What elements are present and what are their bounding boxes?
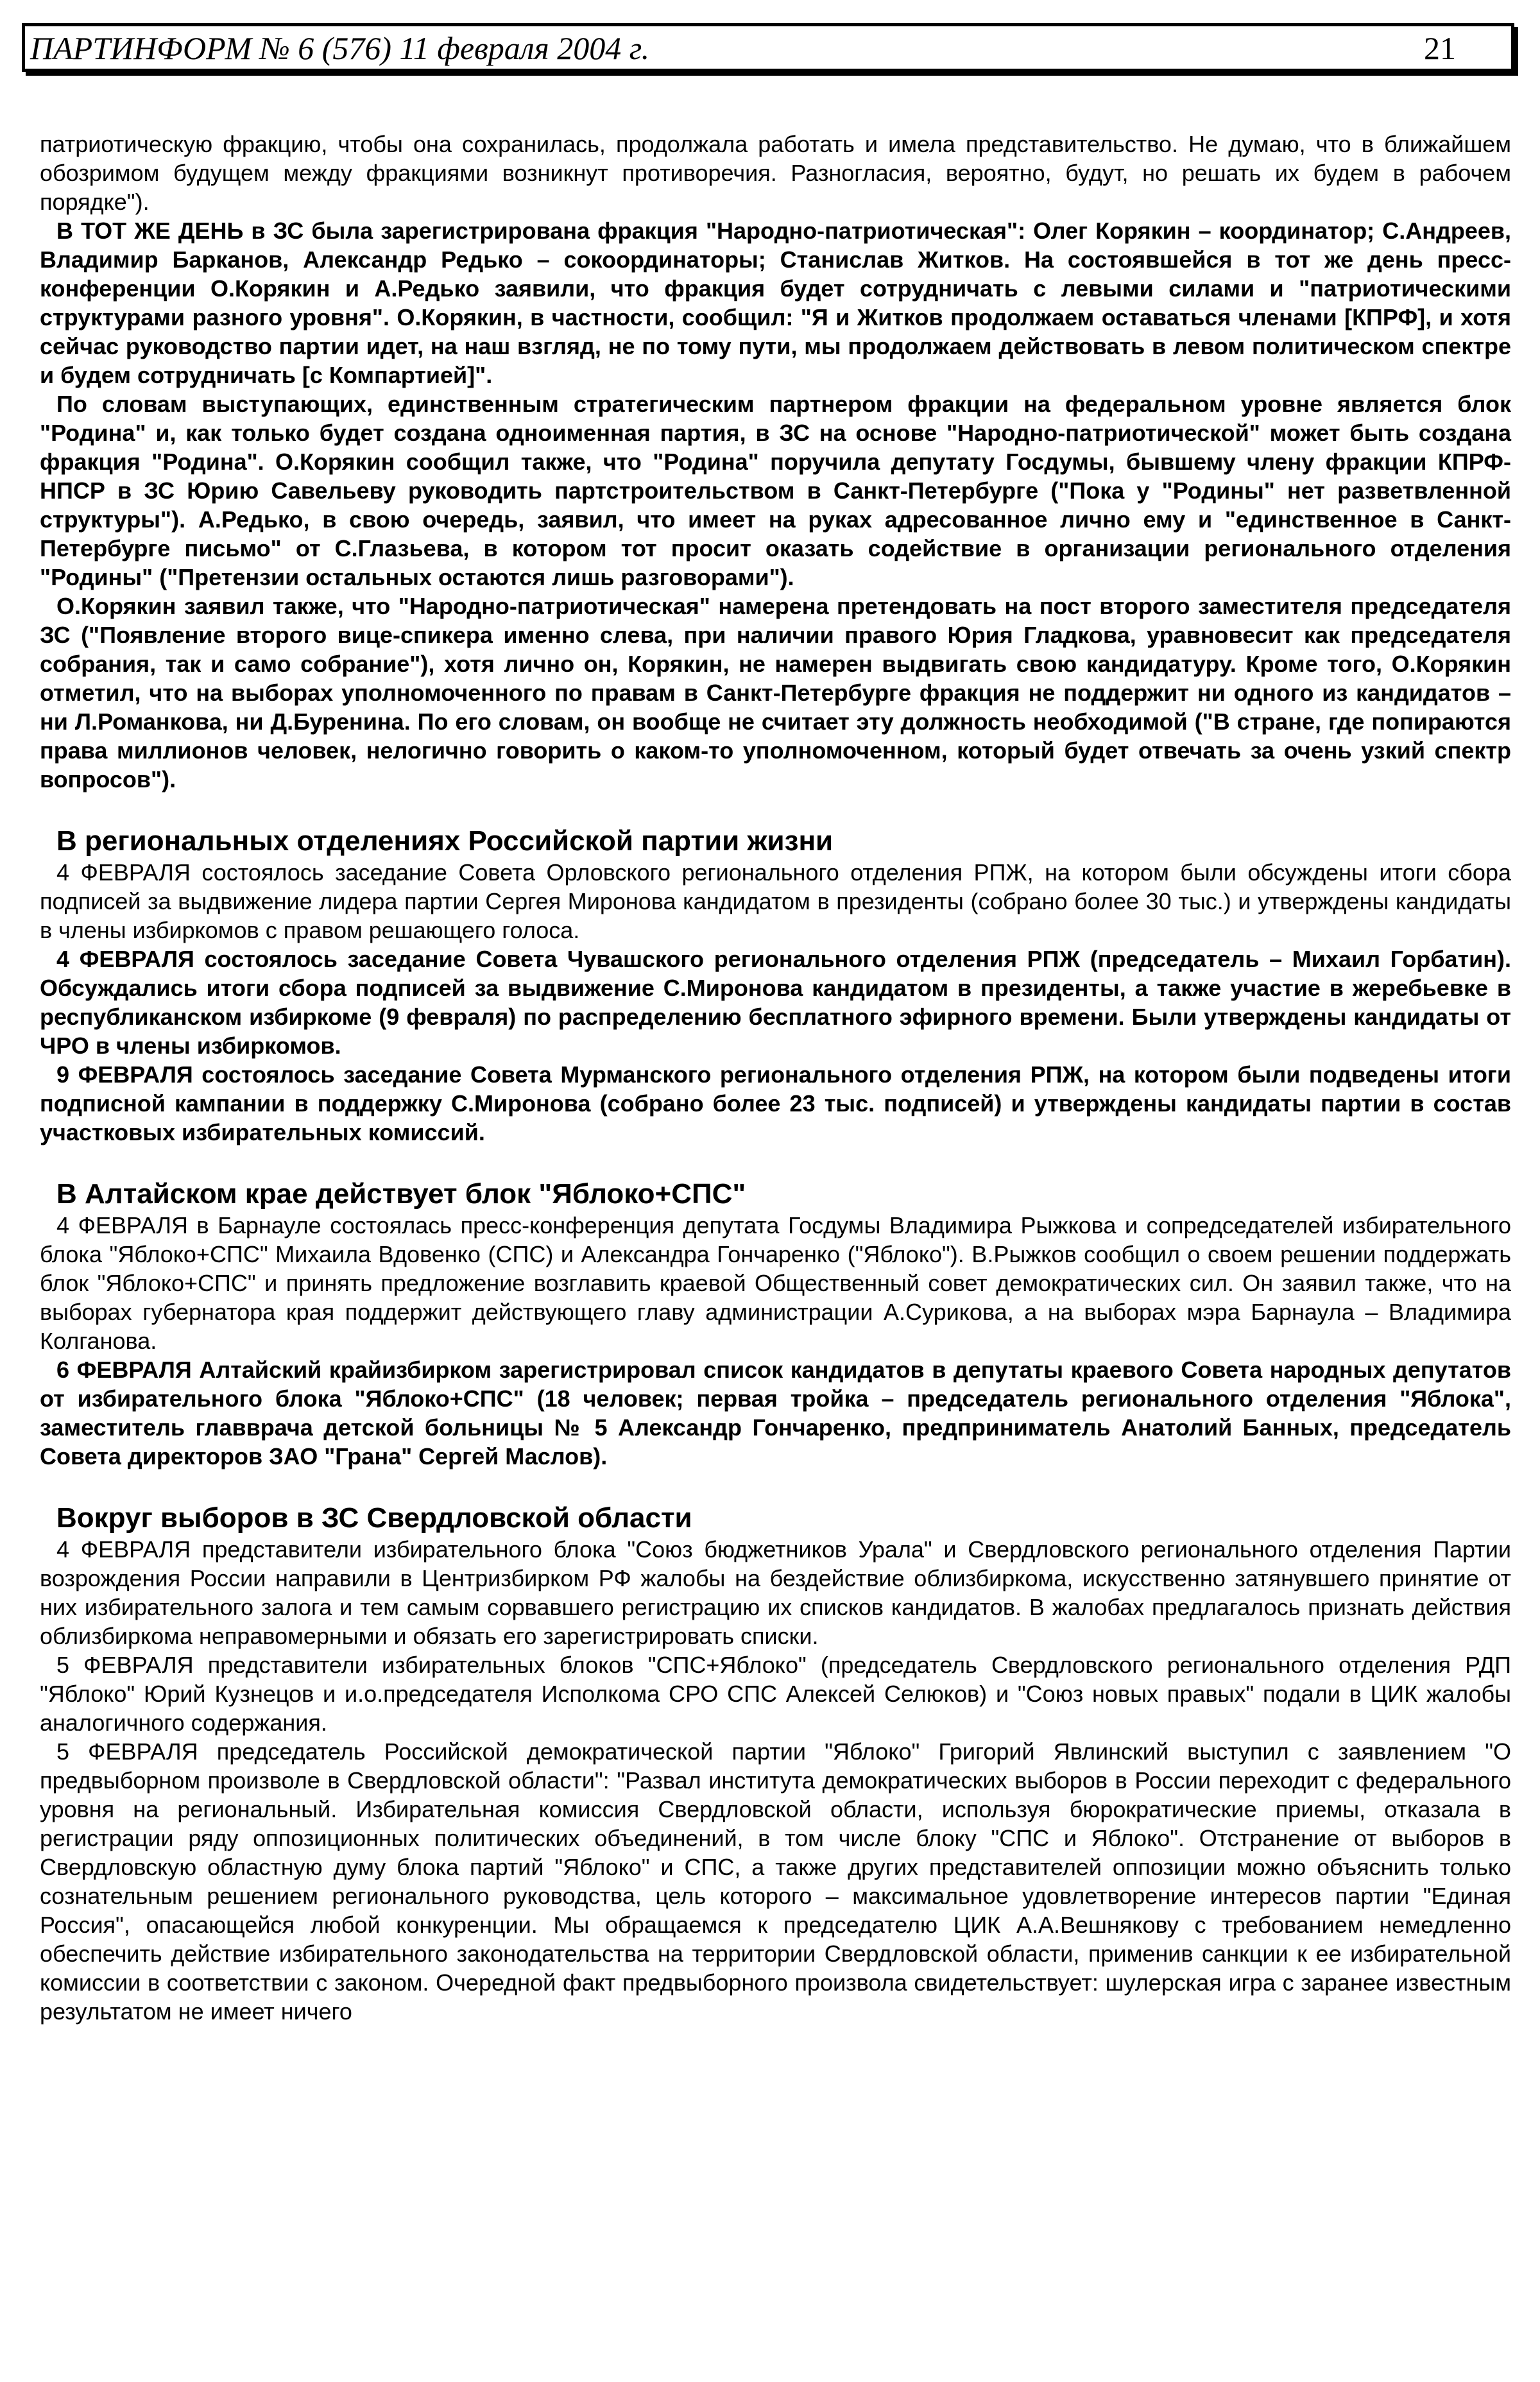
paragraph: 6 ФЕВРАЛЯ Алтайский крайизбирком зарегистрировал список кандидатов в депутаты краевого Совета народных депутатов от избирательного блока "Яблоко+СПС" (18 человек; первая тройка – председатель регионального отделения "Яблока", заместитель главврача детской больницы № 5 Александр Гончаренко, предприниматель Анатолий Банных, председатель Совета директоров ЗАО "Грана" Сергей Маслов). [40,1357,1511,1469]
section-sverdlovsk [40,1502,1511,2026]
section-heading: В Алтайском крае действует блок "Яблоко+СПС" [56,1178,746,1210]
section-heading: Вокруг выборов в ЗС Свердловской области [56,1502,692,1534]
paragraph: По словам выступающих, единственным стратегическим партнером фракции на федеральном уровне является блок "Родина" и, как только будет создана одноименная партия, в ЗС на основе "Народно-патриотической" может быть создана фракция "Родина". О.Корякин сообщил также, что "Родина" поручила депутату Госдумы, бывшему члену фракции КПРФ-НПСР в ЗС Юрию Савельеву руководить партстроительством в Санкт-Петербурге ("Пока у "Родины" нет разветвленной структуры"). А.Редько, в свою очередь, заявил, что имеет на руках адресованное лично ему и "единственное в Санкт-Петербурге письмо" от С.Глазьева, в котором тот просит оказать содействие в организации регионального отделения "Родины" ("Претензии остальных остаются лишь разговорами"). [40,391,1511,590]
paragraph: 4 ФЕВРАЛЯ в Барнауле состоялась пресс-конференция депутата Госдумы Владимира Рыжкова и сопредседателей избирательного блока "Яблоко+СПС" Михаила Вдовенко (СПС) и Александра Гончаренко ("Яблоко"). В.Рыжков сообщил о своем решении поддержать блок "Яблоко+СПС" и принять предложение возглавить краевой Общественный совет демократических сил. Он заявил также, что на выборах губернатора края поддержит действующего главу администрации А.Сурикова, а на выборах мэра Барнаула – Владимира Колганова. [40,1212,1511,1354]
paragraph: 5 ФЕВРАЛЯ председатель Российской демократической партии "Яблоко" Григорий Явлинский выступил с заявлением "О предвыборном произволе в Свердловской области": "Развал института демократических выборов в России переходит с федерального уровня на региональный. Избирательная комиссия Свердловской области, используя бюрократические приемы, отказала в регистрации ряду оппозиционных политических объединений, в том числе блоку "СПС и Яблоко". Отстранение от выборов в Свердловскую областную думу блока партий "Яблоко" и СПС, а также других представителей оппозиции можно объяснить только сознательным решением регионального руководства, цель которого – максимальное удовлетворение интересов партии "Единая Россия", опасающейся любой конкуренции. Мы обращаемся к председателю ЦИК А.А.Вешнякову с требованием немедленно обеспечить действие избирательного законодательства на территории Свердловской области, применив санкции к ее избирательной комиссии в соответствии с законом. Очередной факт предвыборного произвола свидетельствует: шулерская игра с заранее известным результатом не имеет ничего [40,1738,1511,2025]
section-rpzh [40,825,1511,1147]
paragraph: В ТОТ ЖЕ ДЕНЬ в ЗС была зарегистрирована фракция "Народно-патриотическая": Олег Корякин – координатор; С.Андреев, Владимир Барканов, Александр Редько – сокоординаторы; Станислав Житков. На состоявшейся в тот же день пресс-конференции О.Корякин и А.Редько заявили, что фракция будет сотрудничать с левыми силами и "патриотическими структурами разного уровня". О.Корякин, в частности, сообщил: "Я и Житков продолжаем оставаться членами [КПРФ], и хотя сейчас руководство партии идет, на наш взгляд, не по тому пути, мы продолжаем действовать в левом политическом спектре и будем сотрудничать [с Компартией]". [40,218,1511,388]
section-continuation [40,130,1511,794]
paragraph: 4 ФЕВРАЛЯ состоялось заседание Совета Орловского регионального отделения РПЖ, на котором были обсуждены итоги сбора подписей за выдвижение лидера партии Сергея Миронова кандидатом в президенты (собрано более 30 тыс.) и утверждены кандидаты в члены избиркомов с правом решающего голоса. [40,859,1511,943]
paragraph: патриотическую фракцию, чтобы она сохранилась, продолжала работать и имела представительство. Не думаю, что в ближайшем обозримом будущем между фракциями возникнут противоречия. Разногласия, вероятно, будут, но решать их будем в рабочем порядке"). [40,131,1511,215]
publication-title: ПАРТИНФОРМ № 6 (576) 11 февраля 2004 г. [30,30,650,66]
section-altai [40,1178,1511,1471]
paragraph: 9 ФЕВРАЛЯ состоялось заседание Совета Мурманского регионального отделения РПЖ, на котором были подведены итоги подписной кампании в поддержку С.Миронова (собрано более 23 тыс. подписей) и утверждены кандидаты партии в состав участковых избирательных комиссий. [40,1061,1511,1145]
paragraph: 4 ФЕВРАЛЯ состоялось заседание Совета Чувашского регионального отделения РПЖ (председатель – Михаил Горбатин). Обсуждались итоги сбора подписей за выдвижение С.Миронова кандидатом в президенты, а также участие в жеребьевке в республиканском избиркоме (9 февраля) по распределению бесплатного эфирного времени. Были утверждены кандидаты от ЧРО в члены избиркомов. [40,946,1511,1059]
paragraph: 4 ФЕВРАЛЯ представители избирательного блока "Союз бюджетников Урала" и Свердловского регионального отделения Партии возрождения России направили в Центризбирком РФ жалобы на бездействие облизбиркома, искусственно затянувшего принятие от них избирательного залога и тем самым сорвавшего регистрацию их списков кандидатов. В жалобах предлагалось признать действия облизбиркома неправомерными и обязать его зарегистрировать списки. [40,1536,1511,1649]
section-heading: В региональных отделениях Российской партии жизни [56,825,834,857]
paragraph: 5 ФЕВРАЛЯ представители избирательных блоков "СПС+Яблоко" (председатель Свердловского регионального отделения РДП "Яблоко" Юрий Кузнецов и и.о.председателя Исполкома СРО СПС Алексей Селюков) и "Союз новых правых" подали в ЦИК жалобы аналогичного содержания. [40,1652,1511,1736]
page-header [22,23,1514,72]
page-number: 21 [1424,30,1456,66]
article-body [40,130,1511,2026]
paragraph: О.Корякин заявил также, что "Народно-патриотическая" намерена претендовать на пост второго заместителя председателя ЗС ("Появление второго вице-спикера именно слева, при наличии правого Юрия Гладкова, уравновесит как председателя собрания, так и само собрание"), хотя лично он, Корякин, не намерен выдвигать свою кандидатуру. Кроме того, О.Корякин отметил, что на выборах уполномоченного по правам в Санкт-Петербурге фракция не поддержит ни одного из кандидатов – ни Л.Романкова, ни Д.Буренина. По его словам, он вообще не считает эту должность необходимой ("В стране, где попираются права миллионов человек, нелогично говорить о каком-то уполномоченном, который будет отвечать за очень узкий спектр вопросов"). [40,593,1511,793]
